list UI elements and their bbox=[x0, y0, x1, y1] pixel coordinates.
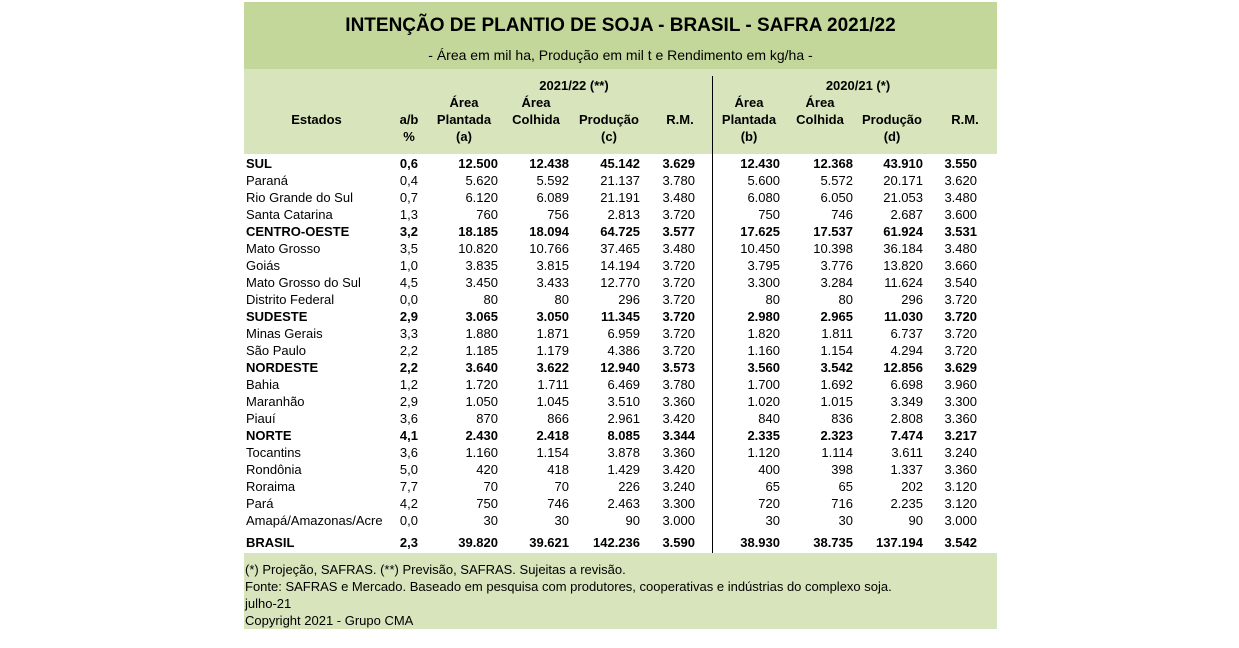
cell-rm-prev: 3.550 bbox=[944, 156, 977, 171]
footer bbox=[244, 553, 997, 629]
cell-area-colhida-prev: 398 bbox=[831, 462, 853, 477]
cell-area-plantada-prev: 1.020 bbox=[747, 394, 780, 409]
cell-rm-prev: 3.720 bbox=[944, 309, 977, 324]
cell-area-colhida: 2.418 bbox=[536, 428, 569, 443]
cell-estado: Bahia bbox=[246, 377, 280, 392]
cell-area-plantada: 3.450 bbox=[465, 275, 498, 290]
footer-date: julho-21 bbox=[245, 596, 292, 611]
header-ref-a: (a) bbox=[456, 129, 472, 144]
cell-rm-prev: 3.217 bbox=[944, 428, 977, 443]
cell-rm: 3.720 bbox=[662, 258, 695, 273]
table-body bbox=[244, 154, 997, 553]
header-ref-b: (b) bbox=[740, 129, 758, 144]
cell-rm-prev: 3.531 bbox=[944, 224, 977, 239]
cell-estado: Mato Grosso bbox=[246, 241, 321, 256]
cell-rm-prev: 3.660 bbox=[944, 258, 977, 273]
cell-rm: 3.480 bbox=[662, 241, 695, 256]
cell-producao: 226 bbox=[618, 479, 640, 494]
cell-area-plantada: 18.185 bbox=[458, 224, 498, 239]
cell-rm-prev: 3.300 bbox=[944, 394, 977, 409]
cell-estado: Goiás bbox=[246, 258, 280, 273]
cell-area-colhida-prev: 1.154 bbox=[820, 343, 853, 358]
cell-area-colhida-prev: 3.776 bbox=[820, 258, 853, 273]
cell-area-plantada-prev: 2.335 bbox=[747, 428, 780, 443]
header-ref-c: (c) bbox=[601, 129, 617, 144]
cell-area-plantada: 1.160 bbox=[465, 445, 498, 460]
cell-ab: 1,2 bbox=[399, 377, 418, 392]
cell-rm: 3.720 bbox=[662, 309, 695, 324]
cell-rm-prev: 3.600 bbox=[944, 207, 977, 222]
cell-rm-prev: 3.620 bbox=[944, 173, 977, 188]
state-row bbox=[244, 512, 997, 529]
header-ab: a/b bbox=[399, 112, 419, 127]
cell-estado: Santa Catarina bbox=[246, 207, 333, 222]
cell-area-colhida-prev: 5.572 bbox=[820, 173, 853, 188]
cell-estado: Minas Gerais bbox=[246, 326, 323, 341]
cell-producao-prev: 4.294 bbox=[890, 343, 923, 358]
cell-rm: 3.360 bbox=[662, 394, 695, 409]
cell-producao: 4.386 bbox=[607, 343, 640, 358]
cell-area-colhida-prev: 6.050 bbox=[820, 190, 853, 205]
cell-area-plantada-prev: 1.120 bbox=[747, 445, 780, 460]
cell-area-plantada: 1.185 bbox=[465, 343, 498, 358]
cell-producao: 12.940 bbox=[600, 360, 640, 375]
cell-producao: 64.725 bbox=[600, 224, 640, 239]
cell-producao: 14.194 bbox=[600, 258, 640, 273]
cell-producao: 1.429 bbox=[607, 462, 640, 477]
cell-rm-prev: 3.360 bbox=[944, 411, 977, 426]
cell-area-colhida: 1.711 bbox=[537, 377, 569, 392]
cell-rm: 3.344 bbox=[662, 428, 695, 443]
cell-producao-prev: 2.687 bbox=[890, 207, 923, 222]
cell-producao-prev: 6.737 bbox=[890, 326, 923, 341]
cell-producao-prev: 90 bbox=[908, 513, 923, 528]
cell-estado: Maranhão bbox=[246, 394, 305, 409]
cell-ab: 4,5 bbox=[399, 275, 418, 290]
cell-ab: 2,9 bbox=[399, 309, 418, 324]
header-ab-unit: % bbox=[403, 129, 415, 144]
cell-rm-prev: 3.120 bbox=[944, 496, 977, 511]
cell-area-plantada: 1.050 bbox=[465, 394, 498, 409]
state-row bbox=[244, 325, 997, 342]
cell-area-colhida: 30 bbox=[554, 513, 569, 528]
cell-rm: 3.573 bbox=[662, 360, 695, 375]
cell-estado: SUDESTE bbox=[246, 309, 308, 324]
cell-producao: 2.961 bbox=[607, 411, 640, 426]
cell-area-colhida: 70 bbox=[554, 479, 569, 494]
cell-producao: 90 bbox=[625, 513, 640, 528]
header-rm: R.M. bbox=[666, 112, 694, 127]
cell-area-colhida: 3.622 bbox=[536, 360, 569, 375]
cell-rm: 3.240 bbox=[662, 479, 695, 494]
state-row bbox=[244, 274, 997, 291]
cell-area-colhida: 1.154 bbox=[536, 445, 569, 460]
cell-area-plantada-prev: 65 bbox=[765, 479, 780, 494]
cell-area-plantada: 2.430 bbox=[465, 428, 498, 443]
cell-ab: 3,3 bbox=[399, 326, 418, 341]
cell-area-plantada-prev: 840 bbox=[758, 411, 780, 426]
cell-area-colhida-prev: 65 bbox=[838, 479, 853, 494]
cell-area-colhida-prev: 3.542 bbox=[820, 360, 853, 375]
cell-producao: 142.236 bbox=[593, 535, 640, 550]
cell-rm: 3.780 bbox=[662, 377, 695, 392]
header-ref-d: (d) bbox=[883, 129, 901, 144]
header-area-colhida-1: Área bbox=[521, 95, 551, 110]
cell-area-plantada: 1.880 bbox=[465, 326, 498, 341]
cell-area-plantada-prev: 1.700 bbox=[747, 377, 780, 392]
cell-estado: CENTRO-OESTE bbox=[246, 224, 350, 239]
cell-rm-prev: 3.240 bbox=[944, 445, 977, 460]
state-row bbox=[244, 206, 997, 223]
cell-producao-prev: 11.624 bbox=[884, 275, 923, 290]
cell-rm: 3.720 bbox=[662, 343, 695, 358]
region-row bbox=[244, 155, 997, 172]
state-row bbox=[244, 257, 997, 274]
cell-producao: 21.191 bbox=[600, 190, 640, 205]
footer-source: Fonte: SAFRAS e Mercado. Baseado em pesquisa com produtores, cooperativas e indústrias do complexo soja. bbox=[245, 579, 892, 594]
cell-area-colhida: 3.050 bbox=[536, 309, 569, 324]
cell-rm: 3.720 bbox=[662, 292, 695, 307]
cell-area-plantada: 1.720 bbox=[465, 377, 498, 392]
cell-area-colhida: 5.592 bbox=[536, 173, 569, 188]
season-divider bbox=[712, 76, 713, 554]
cell-ab: 0,4 bbox=[399, 173, 418, 188]
cell-area-plantada-prev: 3.560 bbox=[747, 360, 780, 375]
region-row bbox=[244, 223, 997, 240]
state-row bbox=[244, 393, 997, 410]
cell-rm-prev: 3.000 bbox=[944, 513, 977, 528]
cell-rm: 3.720 bbox=[662, 207, 695, 222]
cell-estado: Paraná bbox=[246, 173, 288, 188]
cell-area-colhida: 18.094 bbox=[529, 224, 569, 239]
cell-producao-prev: 43.910 bbox=[883, 156, 923, 171]
cell-area-colhida: 12.438 bbox=[529, 156, 569, 171]
cell-area-plantada: 6.120 bbox=[465, 190, 498, 205]
cell-producao-prev: 7.474 bbox=[890, 428, 923, 443]
region-row bbox=[244, 427, 997, 444]
total-row bbox=[244, 534, 997, 551]
cell-area-colhida: 866 bbox=[547, 411, 569, 426]
cell-rm: 3.420 bbox=[662, 411, 695, 426]
cell-area-colhida-prev: 80 bbox=[838, 292, 853, 307]
cell-ab: 1,3 bbox=[399, 207, 418, 222]
state-row bbox=[244, 172, 997, 189]
cell-rm: 3.420 bbox=[662, 462, 695, 477]
cell-area-colhida-prev: 1.692 bbox=[820, 377, 853, 392]
cell-area-plantada: 3.640 bbox=[465, 360, 498, 375]
soy-planting-table bbox=[244, 2, 997, 629]
cell-estado: Tocantins bbox=[246, 445, 301, 460]
header-area-plantada-2: Plantada bbox=[436, 112, 492, 127]
header-estados: Estados bbox=[291, 112, 342, 127]
cell-producao-prev: 3.611 bbox=[891, 445, 923, 460]
cell-area-plantada: 760 bbox=[476, 207, 498, 222]
cell-estado: São Paulo bbox=[246, 343, 306, 358]
cell-producao-prev: 137.194 bbox=[876, 535, 923, 550]
cell-area-colhida-prev: 30 bbox=[838, 513, 853, 528]
cell-area-colhida-prev: 12.368 bbox=[813, 156, 853, 171]
cell-area-plantada-prev: 1.160 bbox=[747, 343, 780, 358]
cell-ab: 0,0 bbox=[399, 513, 418, 528]
cell-area-colhida: 1.871 bbox=[536, 326, 569, 341]
cell-estado: NORDESTE bbox=[246, 360, 319, 375]
cell-rm: 3.720 bbox=[662, 275, 695, 290]
cell-rm: 3.577 bbox=[662, 224, 695, 239]
cell-area-plantada-prev: 80 bbox=[765, 292, 780, 307]
cell-ab: 3,5 bbox=[399, 241, 418, 256]
header-area-plantada-prev-2: Plantada bbox=[721, 112, 777, 127]
header-area-colhida-prev-2: Colhida bbox=[796, 112, 844, 127]
cell-producao: 2.813 bbox=[607, 207, 640, 222]
cell-rm: 3.480 bbox=[662, 190, 695, 205]
cell-area-plantada: 80 bbox=[483, 292, 498, 307]
cell-producao-prev: 61.924 bbox=[883, 224, 923, 239]
cell-area-plantada: 39.820 bbox=[458, 535, 498, 550]
cell-rm-prev: 3.540 bbox=[944, 275, 977, 290]
cell-area-plantada-prev: 30 bbox=[765, 513, 780, 528]
header-producao-prev: Produção bbox=[862, 112, 922, 127]
cell-ab: 4,2 bbox=[399, 496, 418, 511]
state-row bbox=[244, 410, 997, 427]
cell-area-plantada-prev: 6.080 bbox=[747, 190, 780, 205]
cell-producao-prev: 6.698 bbox=[890, 377, 923, 392]
cell-ab: 0,7 bbox=[399, 190, 418, 205]
cell-area-colhida-prev: 17.537 bbox=[813, 224, 853, 239]
cell-rm: 3.780 bbox=[662, 173, 695, 188]
cell-rm-prev: 3.480 bbox=[944, 241, 977, 256]
cell-area-plantada-prev: 12.430 bbox=[740, 156, 780, 171]
state-row bbox=[244, 189, 997, 206]
cell-producao-prev: 12.856 bbox=[883, 360, 923, 375]
table-title: INTENÇÃO DE PLANTIO DE SOJA - BRASIL - SAFRA 2021/22 bbox=[345, 15, 896, 36]
cell-ab: 2,3 bbox=[399, 535, 418, 550]
cell-area-plantada-prev: 2.980 bbox=[747, 309, 780, 324]
cell-area-colhida: 746 bbox=[547, 496, 569, 511]
cell-ab: 2,9 bbox=[399, 394, 418, 409]
cell-area-colhida-prev: 836 bbox=[831, 411, 853, 426]
cell-ab: 2,2 bbox=[399, 343, 418, 358]
cell-ab: 3,6 bbox=[399, 445, 418, 460]
cell-estado: Amapá/Amazonas/Acre bbox=[246, 513, 383, 528]
cell-estado: Rondônia bbox=[246, 462, 302, 477]
cell-producao: 6.959 bbox=[607, 326, 640, 341]
cell-area-plantada: 70 bbox=[483, 479, 498, 494]
header-season-previous: 2020/21 (*) bbox=[825, 78, 891, 93]
cell-ab: 3,2 bbox=[399, 224, 418, 239]
cell-producao: 3.878 bbox=[607, 445, 640, 460]
column-header-band bbox=[244, 69, 997, 154]
cell-rm-prev: 3.120 bbox=[944, 479, 977, 494]
cell-area-plantada-prev: 10.450 bbox=[740, 241, 780, 256]
cell-rm: 3.300 bbox=[662, 496, 695, 511]
cell-area-plantada: 30 bbox=[483, 513, 498, 528]
cell-area-colhida-prev: 1.811 bbox=[821, 326, 853, 341]
cell-producao: 37.465 bbox=[600, 241, 640, 256]
cell-producao: 8.085 bbox=[607, 428, 640, 443]
header-area-colhida-prev-1: Área bbox=[805, 95, 835, 110]
cell-ab: 0,6 bbox=[399, 156, 418, 171]
cell-area-plantada-prev: 1.820 bbox=[747, 326, 780, 341]
cell-producao-prev: 2.235 bbox=[890, 496, 923, 511]
state-row bbox=[244, 376, 997, 393]
cell-rm: 3.629 bbox=[662, 156, 695, 171]
cell-estado: BRASIL bbox=[246, 535, 295, 550]
footer-copyright: Copyright 2021 - Grupo CMA bbox=[245, 613, 414, 628]
cell-area-colhida-prev: 2.965 bbox=[820, 309, 853, 324]
cell-producao: 296 bbox=[618, 292, 640, 307]
cell-area-plantada-prev: 750 bbox=[758, 207, 780, 222]
cell-rm-prev: 3.960 bbox=[944, 377, 977, 392]
state-row bbox=[244, 478, 997, 495]
cell-area-plantada: 750 bbox=[476, 496, 498, 511]
cell-area-colhida-prev: 10.398 bbox=[813, 241, 853, 256]
state-row bbox=[244, 240, 997, 257]
cell-producao: 3.510 bbox=[607, 394, 640, 409]
cell-area-plantada-prev: 38.930 bbox=[740, 535, 780, 550]
cell-rm: 3.720 bbox=[662, 326, 695, 341]
cell-area-colhida-prev: 746 bbox=[831, 207, 853, 222]
header-producao: Produção bbox=[579, 112, 639, 127]
cell-area-colhida-prev: 38.735 bbox=[813, 535, 853, 550]
cell-area-colhida: 418 bbox=[547, 462, 569, 477]
cell-area-colhida: 3.433 bbox=[536, 275, 569, 290]
header-area-plantada-1: Área bbox=[449, 95, 479, 110]
cell-area-plantada-prev: 17.625 bbox=[740, 224, 780, 239]
cell-area-colhida: 10.766 bbox=[529, 241, 569, 256]
footer-note: (*) Projeção, SAFRAS. (**) Previsão, SAFRAS. Sujeitas a revisão. bbox=[245, 562, 626, 577]
cell-ab: 3,6 bbox=[399, 411, 418, 426]
cell-area-colhida: 1.179 bbox=[536, 343, 569, 358]
cell-rm-prev: 3.720 bbox=[944, 326, 977, 341]
state-row bbox=[244, 444, 997, 461]
cell-area-colhida: 80 bbox=[554, 292, 569, 307]
cell-producao: 6.469 bbox=[607, 377, 640, 392]
cell-producao: 12.770 bbox=[600, 275, 640, 290]
cell-area-colhida-prev: 2.323 bbox=[820, 428, 853, 443]
cell-estado: SUL bbox=[246, 156, 272, 171]
cell-area-plantada-prev: 3.300 bbox=[747, 275, 780, 290]
cell-rm-prev: 3.542 bbox=[944, 535, 977, 550]
cell-producao-prev: 1.337 bbox=[890, 462, 923, 477]
cell-rm-prev: 3.360 bbox=[944, 462, 977, 477]
cell-area-plantada: 12.500 bbox=[458, 156, 498, 171]
cell-rm: 3.590 bbox=[662, 535, 695, 550]
cell-producao: 11.345 bbox=[600, 309, 640, 324]
cell-producao: 21.137 bbox=[600, 173, 640, 188]
state-row bbox=[244, 461, 997, 478]
cell-area-plantada: 420 bbox=[476, 462, 498, 477]
cell-area-colhida: 3.815 bbox=[536, 258, 569, 273]
cell-estado: Roraima bbox=[246, 479, 296, 494]
cell-ab: 0,0 bbox=[399, 292, 418, 307]
cell-producao-prev: 21.053 bbox=[883, 190, 923, 205]
cell-area-plantada: 3.835 bbox=[465, 258, 498, 273]
header-area-colhida-2: Colhida bbox=[512, 112, 560, 127]
header-area-plantada-prev-1: Área bbox=[734, 95, 764, 110]
cell-area-plantada: 3.065 bbox=[465, 309, 498, 324]
cell-rm-prev: 3.480 bbox=[944, 190, 977, 205]
state-row bbox=[244, 342, 997, 359]
cell-ab: 1,0 bbox=[399, 258, 418, 273]
cell-rm: 3.360 bbox=[662, 445, 695, 460]
cell-area-colhida: 39.621 bbox=[529, 535, 569, 550]
header-season-current: 2021/22 (**) bbox=[539, 78, 609, 93]
cell-estado: Mato Grosso do Sul bbox=[246, 275, 361, 290]
cell-area-plantada: 5.620 bbox=[465, 173, 498, 188]
cell-estado: Piauí bbox=[246, 411, 276, 426]
cell-rm-prev: 3.629 bbox=[944, 360, 977, 375]
cell-ab: 5,0 bbox=[399, 462, 418, 477]
cell-producao: 2.463 bbox=[607, 496, 640, 511]
cell-estado: NORTE bbox=[246, 428, 292, 443]
cell-producao-prev: 3.349 bbox=[890, 394, 923, 409]
cell-area-plantada-prev: 3.795 bbox=[747, 258, 780, 273]
cell-ab: 2,2 bbox=[399, 360, 418, 375]
cell-estado: Pará bbox=[246, 496, 274, 511]
cell-area-colhida-prev: 716 bbox=[831, 496, 853, 511]
cell-ab: 4,1 bbox=[399, 428, 418, 443]
cell-area-plantada: 10.820 bbox=[458, 241, 498, 256]
state-row bbox=[244, 495, 997, 512]
cell-area-colhida: 1.045 bbox=[536, 394, 569, 409]
cell-producao-prev: 20.171 bbox=[883, 173, 923, 188]
cell-producao: 45.142 bbox=[600, 156, 640, 171]
cell-producao-prev: 13.820 bbox=[883, 258, 923, 273]
cell-area-colhida: 756 bbox=[547, 207, 569, 222]
cell-estado: Distrito Federal bbox=[246, 292, 335, 307]
cell-rm: 3.000 bbox=[662, 513, 695, 528]
cell-area-colhida-prev: 3.284 bbox=[820, 275, 853, 290]
cell-rm-prev: 3.720 bbox=[944, 292, 977, 307]
table-subtitle: - Área em mil ha, Produção em mil t e Rendimento em kg/ha - bbox=[428, 47, 813, 63]
cell-producao-prev: 2.808 bbox=[890, 411, 923, 426]
cell-area-plantada-prev: 5.600 bbox=[747, 173, 780, 188]
cell-producao-prev: 296 bbox=[901, 292, 923, 307]
cell-rm-prev: 3.720 bbox=[944, 343, 977, 358]
cell-area-colhida: 6.089 bbox=[536, 190, 569, 205]
cell-area-colhida-prev: 1.015 bbox=[820, 394, 853, 409]
cell-area-plantada: 870 bbox=[476, 411, 498, 426]
state-row bbox=[244, 291, 997, 308]
region-row bbox=[244, 359, 997, 376]
region-row bbox=[244, 308, 997, 325]
cell-area-plantada-prev: 400 bbox=[758, 462, 780, 477]
title-band bbox=[244, 2, 997, 69]
cell-area-colhida-prev: 1.114 bbox=[821, 445, 853, 460]
cell-area-plantada-prev: 720 bbox=[758, 496, 780, 511]
header-rm-prev: R.M. bbox=[951, 112, 979, 127]
cell-producao-prev: 202 bbox=[901, 479, 923, 494]
cell-producao-prev: 11.030 bbox=[883, 309, 923, 324]
cell-estado: Rio Grande do Sul bbox=[246, 190, 353, 205]
cell-ab: 7,7 bbox=[399, 479, 418, 494]
cell-producao-prev: 36.184 bbox=[883, 241, 923, 256]
